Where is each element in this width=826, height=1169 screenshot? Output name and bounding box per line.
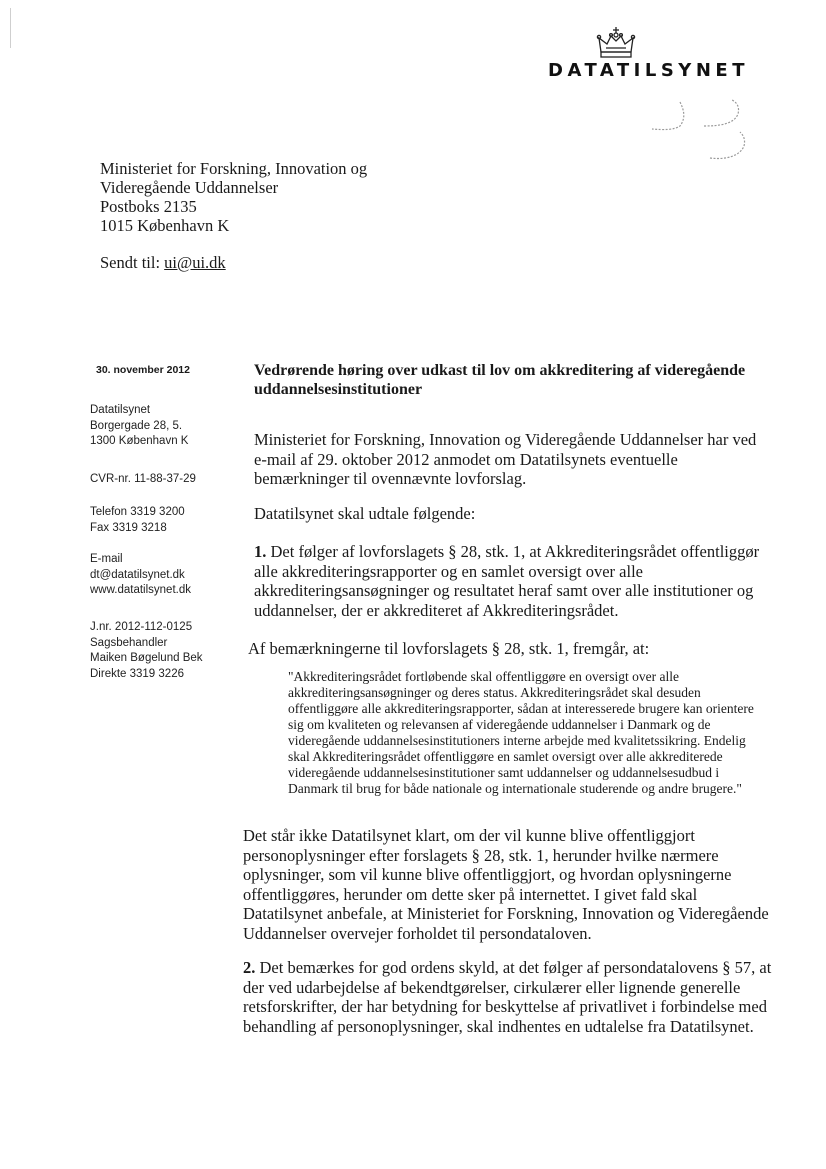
- paragraph-1-text: Det følger af lovforslagets § 28, stk. 1, at Akkrediteringsrådet offentliggør alle akkrediteringsrapporter og en samlet oversigt over alle akkrediteringsansøgninger og resultatet heraf samt over alle institutioner og uddannelser, der er akkrediteret af Akkrediteringsrådet.: [254, 542, 760, 620]
- sender-line: Datatilsynet: [90, 404, 151, 416]
- organization-name: DATATILSYNET: [548, 60, 749, 81]
- paragraph-2: [243, 958, 773, 1036]
- block-quote: "Akkrediteringsrådet fortløbende skal offentliggøre en oversigt over alle akkrediteringsansøgninger og deres status. Akkrediteringsrådet skal desuden offentliggøre alle akkrediteringsrapporter, sådan at interesserede brugere kan orientere sig om kvaliteten og relevansen af videregående uddannelser i Danmark og de videregående uddannelsesinstitutioners interne arbejde med kvalitetssikring. Endelig skal Akkrediteringsrådet offentliggøre en samlet oversigt over alle akkrediterede videregående uddannelsesinstitutioner samt uddannelser og uddannelsesudbud i Danmark til brug for både nationale og internationale studerende og andre brugere.": [288, 669, 754, 796]
- contact-phone-fax: [90, 505, 240, 536]
- letter-date: 30. november 2012: [96, 364, 190, 376]
- sent-to-line: [100, 253, 226, 273]
- recipient-line: Postboks 2135: [100, 197, 197, 216]
- paragraph-1: [254, 542, 769, 620]
- paragraph-2-text: Det bemærkes for god ordens skyld, at det følger af persondatalovens § 57, at der ved udarbejdelse af bekendtgørelser, cirkulærer eller lignende generelle retsforskrifter, der har betydning for beskyttelse af privatlivet i forbindelse med behandling af personoplysninger, skal indhentes en udtalelse fra Datatilsynet.: [243, 958, 772, 1036]
- phone-number: Telefon 3319 3200: [90, 506, 185, 518]
- sender-line: Borgergade 28, 5.: [90, 419, 183, 432]
- paragraph-1-number: 1.: [254, 542, 267, 561]
- direct-phone: Direkte 3319 3226: [90, 667, 184, 680]
- sent-to-label: Sendt til:: [100, 253, 161, 272]
- cvr-number: CVR-nr. 11-88-37-29: [90, 473, 196, 485]
- journal-number: J.nr. 2012-112-0125: [90, 621, 193, 633]
- recipient-email-link[interactable]: ui@ui.dk: [164, 253, 226, 272]
- quote-intro: Af bemærkningerne til lovforslagets § 28, stk. 1, fremgår, at:: [248, 639, 650, 658]
- letter-subject: Vedrørende høring over udkast til lov om akkreditering af videregående uddannelsesinstitutioner: [254, 362, 746, 398]
- sender-line: 1300 København K: [90, 435, 189, 447]
- intro-paragraph: Ministeriet for Forskning, Innovation og Videregående Uddannelser har ved e-mail af 29. oktober 2012 anmodet om Datatilsynets eventuelle bemærkninger til ovennævnte lovforslag.: [254, 430, 757, 488]
- sender-email[interactable]: dt@datatilsynet.dk: [90, 568, 185, 581]
- paragraph-unclear: Det står ikke Datatilsynet klart, om der vil kunne blive offentliggjort personoplysninger efter forslagets § 28, stk. 1, herunder hvilke nærmere oplysninger, som vil kunne blive offentliggjort, og hvordan oplysningerne offentliggøres, herunder om dette sker på internettet. I givet fald skal Datatilsynet anbefale, at Ministeriet for Forskning, Innovation og Videregående Uddannelser overvejer forholdet til persondataloven.: [243, 826, 769, 943]
- recipient-line: Ministeriet for Forskning, Innovation og: [100, 159, 368, 178]
- paragraph-2-number: 2.: [243, 958, 256, 977]
- margin-mark: [10, 8, 11, 48]
- contact-email-web: [90, 552, 240, 599]
- recipient-line: Videregående Uddannelser: [100, 178, 279, 197]
- email-label: E-mail: [90, 553, 123, 565]
- sender-website[interactable]: www.datatilsynet.dk: [90, 584, 191, 596]
- recipient-line: 1015 København K: [100, 216, 230, 235]
- crown-icon: [596, 26, 636, 60]
- case-handler-label: Sagsbehandler: [90, 636, 168, 649]
- fax-number: Fax 3319 3218: [90, 521, 167, 534]
- sender-address: [90, 403, 240, 450]
- recipient-address: [100, 159, 367, 235]
- received-stamp: [640, 96, 760, 176]
- statement-paragraph: Datatilsynet skal udtale følgende:: [254, 504, 476, 523]
- case-handler-name: Maiken Bøgelund Bek: [90, 652, 203, 664]
- case-details: [90, 620, 240, 682]
